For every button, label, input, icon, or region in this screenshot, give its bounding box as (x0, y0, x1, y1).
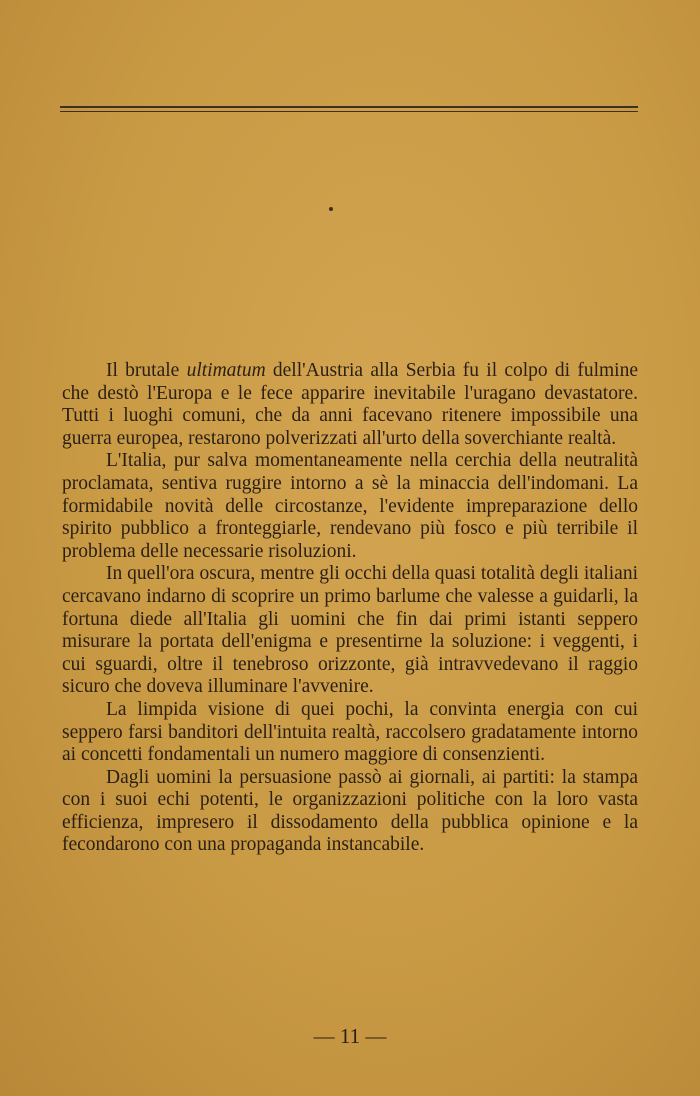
body-text (62, 360, 638, 857)
ornament-dot (329, 207, 333, 211)
paragraph-1: Il brutale ultimatum dell'Austria alla Serbia fu il colpo di fulmine che destò l'Europa e le fece apparire inevitabile l'uragano devastatore. Tutti i luoghi comuni, che da anni facevano ritenere impossibile una guerra europea, restarono polverizzati all'urto della soverchiante realtà. (62, 360, 638, 449)
top-rule-thin (60, 111, 638, 112)
paragraph-2: L'Italia, pur salva momentaneamente nella cerchia della neutralità proclamata, sentiva ruggire intorno a sè la minaccia dell'indomani. La formidabile novità delle circostanze, l'evidente impreparazione dello spirito pubblico a fronteggiarle, rendevano più fosco e più terribile il problema delle necessarie risoluzioni. (62, 450, 638, 562)
paragraph-3: In quell'ora oscura, mentre gli occhi della quasi totalità degli italiani cercavano indarno di scoprire un primo barlume che valesse a guidarli, la fortuna diede all'Italia gli uomini che fin dai primi istanti seppero misurare la portata dell'enigma e presentirne la soluzione: i veggenti, i cui sguardi, oltre il tenebroso orizzonte, già intravvedevano il raggio sicuro che doveva illuminare l'avvenire. (62, 563, 638, 698)
top-rule (60, 106, 638, 108)
paragraph-4: La limpida visione di quei pochi, la convinta energia con cui seppero farsi banditori dell'intuita realtà, raccolsero gradatamente intorno ai concetti fondamentali un numero maggiore di consenzienti. (62, 698, 638, 766)
paragraph-5: Dagli uomini la persuasione passò ai giornali, ai partiti: la stampa con i suoi echi potenti, le organizzazioni politiche con la loro vasta efficienza, impresero il dissodamento della pubblica opinione e la fecondarono con una propaganda instancabile. (62, 766, 638, 856)
emphasis-ultimatum: ultimatum (186, 360, 266, 381)
page-number: — 11 — (313, 1024, 387, 1048)
